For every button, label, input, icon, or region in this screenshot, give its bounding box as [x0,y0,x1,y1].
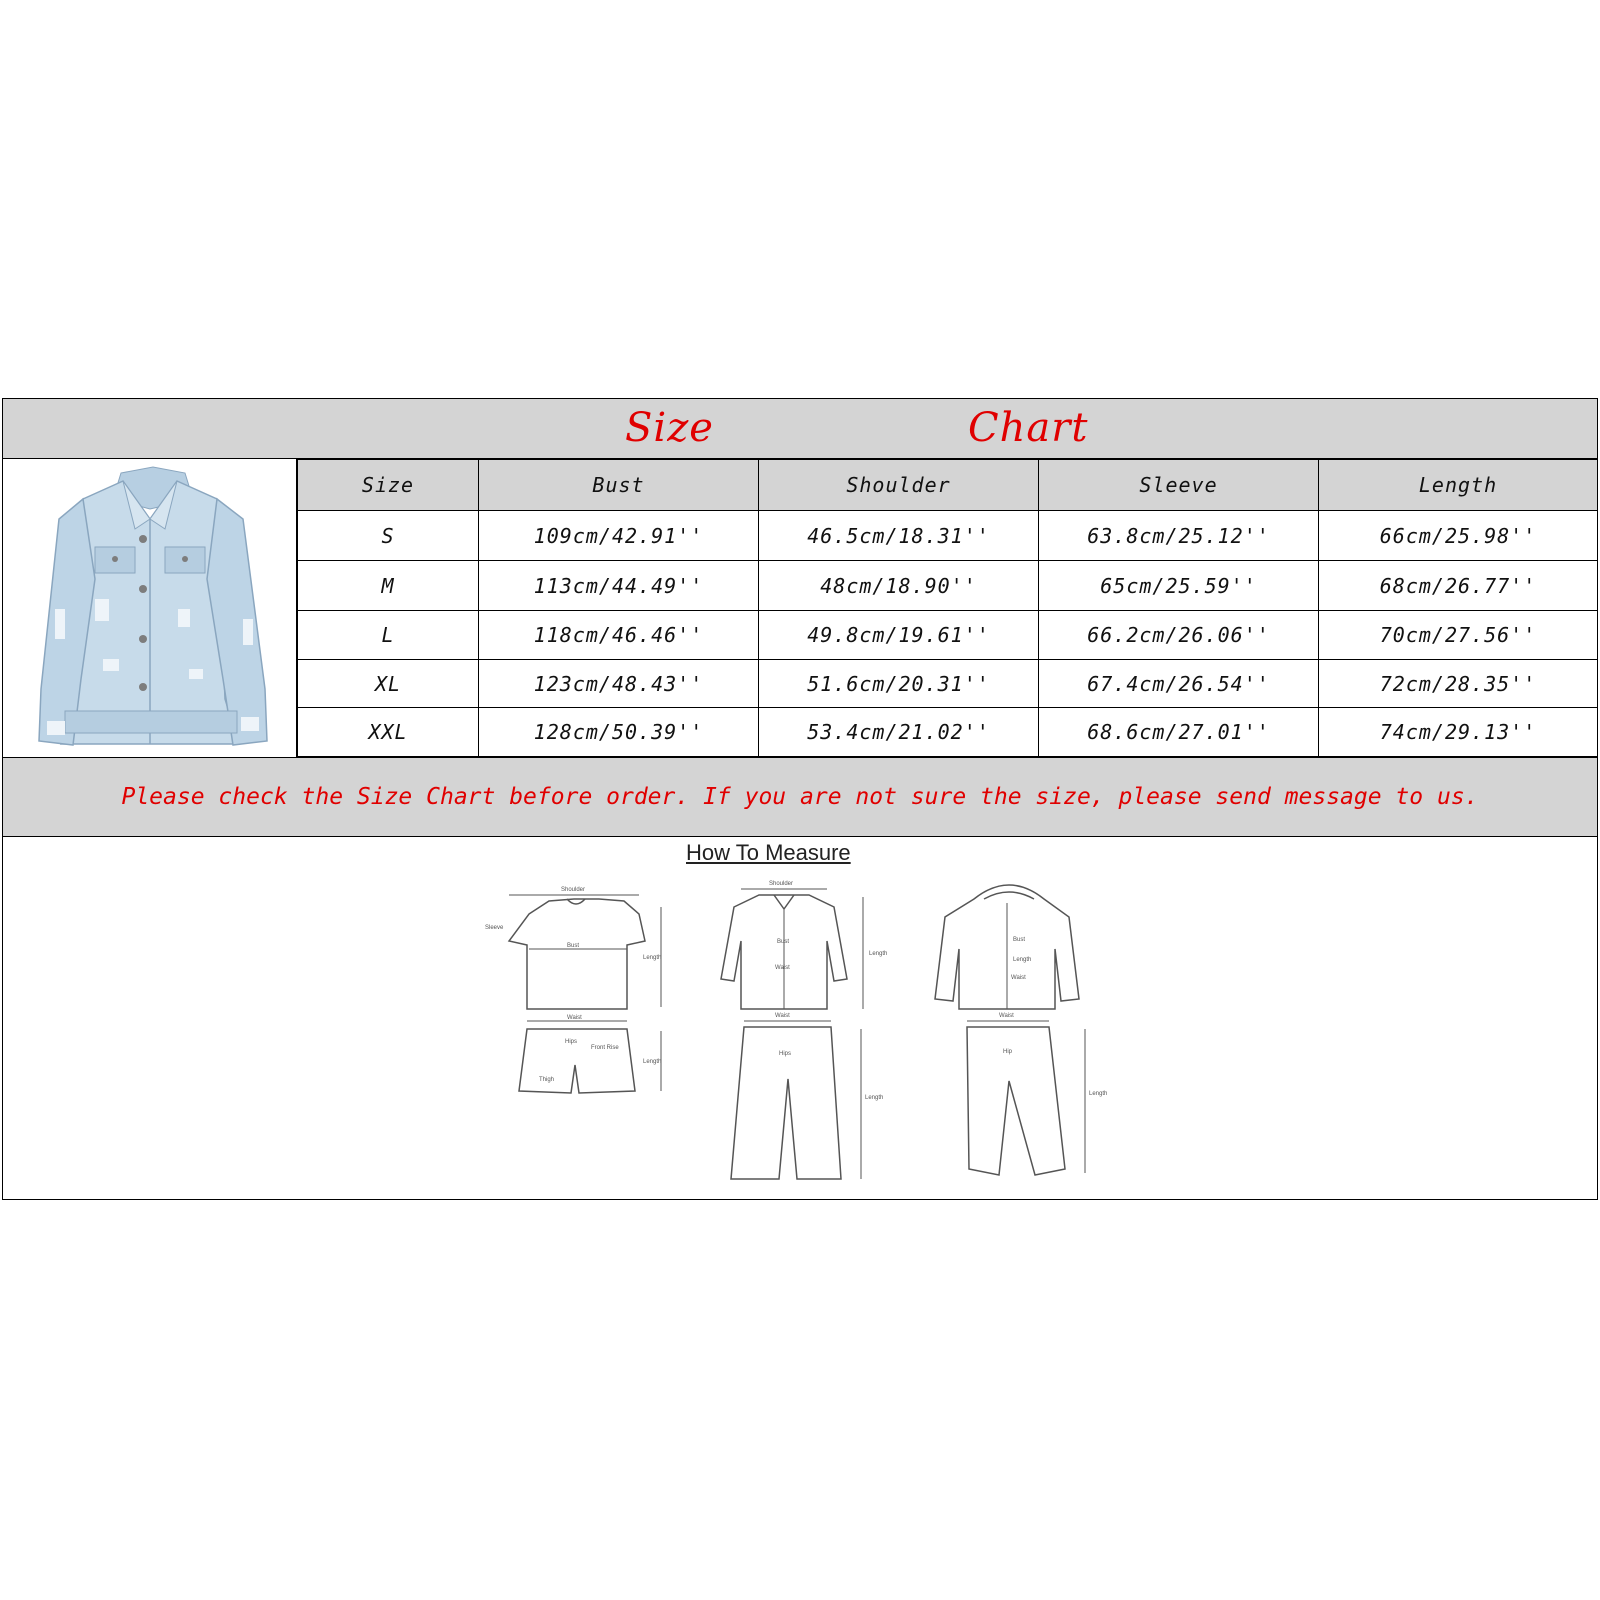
label-waist-pants: Waist [775,1013,790,1019]
label-length-shorts: Length [643,1059,662,1065]
cell-size: XL [298,660,479,708]
header-shoulder: Shoulder [759,460,1039,511]
cell-bust: 128cm/50.39'' [479,708,759,757]
header-row [298,460,1598,511]
header-sleeve: Sleeve [1039,460,1319,511]
cell-bust: 118cm/46.46'' [479,611,759,660]
cell-shoulder: 53.4cm/21.02'' [759,708,1039,757]
cell-sleeve: 63.8cm/25.12'' [1039,511,1319,561]
how-to-measure-title: How To Measure [686,840,851,865]
cell-shoulder: 49.8cm/19.61'' [759,611,1039,660]
header-length: Length [1319,460,1598,511]
title-band [3,399,1597,459]
cell-bust: 123cm/48.43'' [479,660,759,708]
label-length-jogger: Length [1089,1091,1108,1097]
label-length-hoodie: Length [1013,957,1032,963]
cell-length: 66cm/25.98'' [1319,511,1598,561]
product-image-cell [3,459,297,757]
label-length-pants: Length [865,1095,884,1101]
label-waist-hoodie: Waist [1011,975,1026,981]
title-size: Size [625,405,714,451]
label-shoulder-shirt: Shoulder [769,881,794,887]
cell-size: S [298,511,479,561]
cell-bust: 113cm/44.49'' [479,561,759,611]
cell-sleeve: 65cm/25.59'' [1039,561,1319,611]
header-size: Size [298,460,479,511]
table-row [298,561,1598,611]
title-chart: Chart [968,405,1089,451]
label-hip-jogger: Hip [1003,1049,1013,1055]
label-front-rise: Front Rise [591,1045,619,1051]
label-waist-shorts: Waist [567,1015,582,1021]
size-table [297,459,1598,757]
cell-length: 74cm/29.13'' [1319,708,1598,757]
label-bust-shirt: Bust [777,939,790,945]
jogger-outline [967,1027,1065,1175]
label-sleeve-tshirt: Sleeve [485,925,504,931]
cell-sleeve: 66.2cm/26.06'' [1039,611,1319,660]
cell-length: 68cm/26.77'' [1319,561,1598,611]
label-waist-shirt: Waist [775,965,790,971]
cell-size: M [298,561,479,611]
label-hips-shorts: Hips [565,1039,578,1045]
cell-bust: 109cm/42.91'' [479,511,759,561]
cell-shoulder: 51.6cm/20.31'' [759,660,1039,708]
table-row [298,611,1598,660]
label-bust-tshirt: Bust [567,943,580,949]
cell-length: 70cm/27.56'' [1319,611,1598,660]
label-thigh: Thigh [539,1077,555,1083]
label-hips-pants: Hips [779,1051,792,1057]
cell-size: XXL [298,708,479,757]
order-note: Please check the Size Chart before order. If you are not sure the size, please send message to us. [3,757,1597,837]
label-length-tshirt: Length [643,955,662,961]
cell-length: 72cm/28.35'' [1319,660,1598,708]
label-shoulder-tshirt: Shoulder [561,887,586,893]
label-length-shirt: Length [869,951,888,957]
cell-sleeve: 68.6cm/27.01'' [1039,708,1319,757]
cell-sleeve: 67.4cm/26.54'' [1039,660,1319,708]
label-waist-jogger: Waist [999,1013,1014,1019]
table-row [298,708,1598,757]
header-bust: Bust [479,460,759,511]
how-to-measure-diagram [479,869,1129,1199]
cell-size: L [298,611,479,660]
pants-outline [731,1027,841,1179]
denim-jacket-image [3,459,297,757]
tshirt-outline [509,899,645,1009]
label-bust-hoodie: Bust [1013,937,1026,943]
table-row [298,511,1598,561]
table-row [298,660,1598,708]
size-chart-sheet [2,398,1598,1200]
cell-shoulder: 48cm/18.90'' [759,561,1039,611]
cell-shoulder: 46.5cm/18.31'' [759,511,1039,561]
